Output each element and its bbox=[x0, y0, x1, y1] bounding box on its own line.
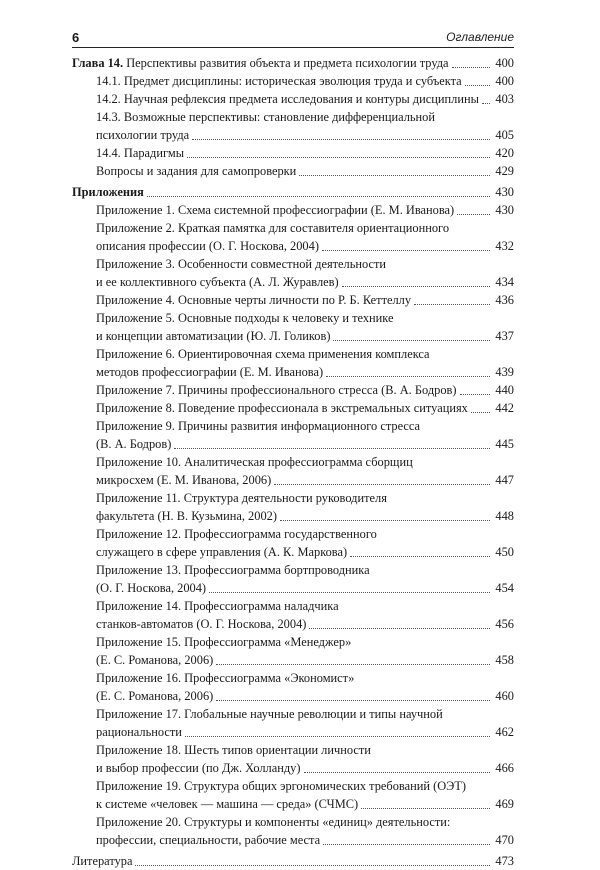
toc-entry-text: 14.1. Предмет дисциплины: историческая эволюция труда и субъекта bbox=[96, 74, 462, 88]
toc-entry-text: Приложение 5. Основные подходы к человеку и технике bbox=[96, 311, 394, 325]
toc-page-number: 440 bbox=[491, 381, 514, 399]
toc-entry-line[interactable] bbox=[72, 273, 514, 291]
toc-entry-text: Приложение 7. Причины профессионального стресса (В. А. Бодров) bbox=[96, 383, 457, 397]
toc-leader bbox=[361, 808, 490, 809]
page-number: 6 bbox=[72, 30, 80, 45]
toc-entry-line[interactable] bbox=[72, 219, 514, 237]
toc-entry-text: Приложение 19. Структура общих эргономических требований (ОЭТ) bbox=[96, 779, 467, 793]
toc-leader bbox=[299, 175, 490, 176]
toc-leader bbox=[174, 448, 490, 449]
toc-entry-line[interactable] bbox=[72, 741, 514, 759]
toc-entry-text: психологии труда bbox=[96, 128, 190, 142]
toc-page-number: 448 bbox=[491, 507, 514, 525]
toc-entry-text: Приложение 11. Структура деятельности руководителя bbox=[96, 491, 387, 505]
toc-entry-line[interactable] bbox=[72, 327, 514, 345]
toc-leader bbox=[192, 139, 490, 140]
toc-entry-line[interactable] bbox=[72, 201, 514, 219]
toc-entry-text: Приложение 4. Основные черты личности по Р. Б. Кеттеллу bbox=[96, 293, 412, 307]
toc-entry-text: описания профессии (О. Г. Носкова, 2004) bbox=[96, 239, 319, 253]
toc-entry-line[interactable] bbox=[72, 723, 514, 741]
toc-leader bbox=[309, 628, 490, 629]
toc-entry-line[interactable] bbox=[72, 759, 514, 777]
toc-entry-text: и ее коллективного субъекта (А. Л. Журавлев) bbox=[96, 275, 339, 289]
literature-title: Литература bbox=[72, 854, 133, 868]
toc-entry-text: 14.3. Возможные перспективы: становление дифференциальной bbox=[96, 110, 435, 124]
toc-leader bbox=[323, 844, 490, 845]
toc-entry-text: рациональности bbox=[96, 725, 182, 739]
toc-entry-text: и выбор профессии (по Дж. Холланду) bbox=[96, 761, 301, 775]
toc-entry-line[interactable] bbox=[72, 237, 514, 255]
toc-page-number: 420 bbox=[491, 144, 514, 162]
toc-entry-text bbox=[72, 54, 451, 72]
toc-entry-line[interactable] bbox=[72, 345, 514, 363]
toc-entry-line[interactable] bbox=[72, 561, 514, 579]
toc-leader bbox=[414, 304, 490, 305]
toc-entry-text: Приложение 15. Профессиограмма «Менеджер» bbox=[96, 635, 352, 649]
toc-page-number: 442 bbox=[491, 399, 514, 417]
toc-entry-line[interactable] bbox=[72, 162, 514, 180]
toc-page-number: 450 bbox=[491, 543, 514, 561]
toc-entry-line[interactable] bbox=[72, 309, 514, 327]
toc-entry-line[interactable] bbox=[72, 399, 514, 417]
toc-entry-text: и концепции автоматизации (Ю. Л. Голиков) bbox=[96, 329, 331, 343]
toc-entry-line[interactable] bbox=[72, 471, 514, 489]
toc-entry-line[interactable] bbox=[72, 525, 514, 543]
toc-page-number: 460 bbox=[491, 687, 514, 705]
toc-entry-line[interactable] bbox=[72, 255, 514, 273]
toc-page-number: 400 bbox=[491, 54, 514, 72]
toc-page-number: 405 bbox=[491, 126, 514, 144]
toc-page-number: 456 bbox=[491, 615, 514, 633]
toc-entry-line[interactable] bbox=[72, 507, 514, 525]
toc-entry-text: Приложение 2. Краткая памятка для составителя ориентационного bbox=[96, 221, 450, 235]
toc-entry-text: (В. А. Бодров) bbox=[96, 437, 172, 451]
toc-leader bbox=[326, 376, 490, 377]
toc-leader bbox=[471, 412, 490, 413]
toc-literature[interactable] bbox=[72, 852, 514, 870]
toc-leader bbox=[304, 772, 490, 773]
toc-entry-text: микросхем (Е. М. Иванова, 2006) bbox=[96, 473, 272, 487]
header-rule bbox=[72, 47, 514, 48]
toc-leader bbox=[147, 196, 490, 197]
toc-entry-text: Приложение 13. Профессиограмма бортпроводника bbox=[96, 563, 370, 577]
toc-entry-text: (О. Г. Носкова, 2004) bbox=[96, 581, 207, 595]
toc-entry-text: профессии, специальности, рабочие места bbox=[96, 833, 321, 847]
chapter-title: Перспективы развития объекта и предмета психологии труда bbox=[123, 56, 449, 70]
toc-page-number: 473 bbox=[491, 852, 514, 870]
toc-entry-line[interactable] bbox=[72, 417, 514, 435]
toc-leader bbox=[322, 250, 490, 251]
toc-entry-line[interactable] bbox=[72, 597, 514, 615]
toc-leader bbox=[280, 520, 490, 521]
toc-page-number: 466 bbox=[491, 759, 514, 777]
toc-entry-text: Приложение 20. Структуры и компоненты «единиц» деятельности: bbox=[96, 815, 451, 829]
toc-leader bbox=[482, 103, 490, 104]
toc-leader bbox=[333, 340, 490, 341]
toc-entry-text: методов профессиографии (Е. М. Иванова) bbox=[96, 365, 324, 379]
toc-entry-text: Приложение 18. Шесть типов ориентации личности bbox=[96, 743, 371, 757]
toc-entry-line[interactable] bbox=[72, 435, 514, 453]
toc-entry-text: 14.4. Парадигмы bbox=[96, 146, 185, 160]
toc-leader bbox=[216, 700, 490, 701]
toc-entry-line[interactable] bbox=[72, 831, 514, 849]
toc-page-number: 470 bbox=[491, 831, 514, 849]
toc-leader bbox=[465, 85, 490, 86]
toc-leader bbox=[460, 394, 490, 395]
toc-entry-line[interactable] bbox=[72, 291, 514, 309]
toc-page-number: 403 bbox=[491, 90, 514, 108]
toc-page-number: 436 bbox=[491, 291, 514, 309]
toc-page-number: 432 bbox=[491, 237, 514, 255]
toc-entry-text: Приложение 3. Особенности совместной деятельности bbox=[96, 257, 387, 271]
toc-entry-text: Приложение 16. Профессиограмма «Экономист» bbox=[96, 671, 355, 685]
toc-page-number: 437 bbox=[491, 327, 514, 345]
running-title: Оглавление bbox=[446, 30, 514, 44]
toc-leader bbox=[452, 67, 490, 68]
toc-leader bbox=[185, 736, 490, 737]
toc-entry-line[interactable] bbox=[72, 90, 514, 108]
toc-page-number: 462 bbox=[491, 723, 514, 741]
toc-entry-text: к системе «человек — машина — среда» (СЧМС) bbox=[96, 797, 359, 811]
appendix-list bbox=[72, 201, 514, 849]
appendices-title: Приложения bbox=[72, 185, 144, 199]
toc-page-number: 454 bbox=[491, 579, 514, 597]
toc-page-number: 469 bbox=[491, 795, 514, 813]
toc-entry-line[interactable] bbox=[72, 543, 514, 561]
toc-page-number: 429 bbox=[491, 162, 514, 180]
toc-entry-line[interactable] bbox=[72, 687, 514, 705]
toc-entry-text: Приложение 6. Ориентировочная схема применения комплекса bbox=[96, 347, 430, 361]
toc-entry-line[interactable] bbox=[72, 579, 514, 597]
toc-entry-line[interactable] bbox=[72, 108, 514, 126]
toc-leader bbox=[274, 484, 490, 485]
toc-leader bbox=[135, 865, 490, 866]
toc-entry-text: (Е. С. Романова, 2006) bbox=[96, 689, 214, 703]
toc-leader bbox=[209, 592, 490, 593]
toc-entry-line[interactable] bbox=[72, 705, 514, 723]
toc-chapter-14[interactable] bbox=[72, 54, 514, 72]
toc-entry-text: факультета (Н. В. Кузьмина, 2002) bbox=[96, 509, 277, 523]
toc-page-number: 434 bbox=[491, 273, 514, 291]
toc-entry-text: Приложение 17. Глобальные научные революции и типы научной bbox=[96, 707, 443, 721]
toc-page-number: 447 bbox=[491, 471, 514, 489]
toc-entry-line[interactable] bbox=[72, 489, 514, 507]
chapter-14-sections bbox=[72, 72, 514, 180]
toc-entry-line[interactable] bbox=[72, 453, 514, 471]
table-of-contents bbox=[72, 54, 514, 870]
chapter-label: Глава 14. bbox=[72, 56, 124, 70]
toc-entry-line[interactable] bbox=[72, 813, 514, 831]
page-header bbox=[72, 24, 514, 48]
toc-entry-line[interactable] bbox=[72, 633, 514, 651]
toc-entry-line[interactable] bbox=[72, 126, 514, 144]
toc-entry-line[interactable] bbox=[72, 144, 514, 162]
toc-entry-text: Вопросы и задания для самопроверки bbox=[96, 164, 297, 178]
toc-entry-text: служащего в сфере управления (А. К. Маркова) bbox=[96, 545, 348, 559]
toc-entry-text: Приложение 9. Причины развития информационного стресса bbox=[96, 419, 421, 433]
toc-entry-line[interactable] bbox=[72, 777, 514, 795]
toc-leader bbox=[187, 157, 490, 158]
toc-entry-line[interactable] bbox=[72, 72, 514, 90]
toc-entry-text: (Е. С. Романова, 2006) bbox=[96, 653, 214, 667]
toc-entry-text: Приложение 12. Профессиограмма государственного bbox=[96, 527, 377, 541]
toc-entry-text: Приложение 10. Аналитическая профессиограмма сборщиц bbox=[96, 455, 413, 469]
toc-page-number: 458 bbox=[491, 651, 514, 669]
toc-page-number: 445 bbox=[491, 435, 514, 453]
toc-entry-line[interactable] bbox=[72, 669, 514, 687]
toc-page-number: 400 bbox=[491, 72, 514, 90]
toc-leader bbox=[342, 286, 490, 287]
toc-entry-line[interactable] bbox=[72, 363, 514, 381]
toc-entry-text: Приложение 1. Схема системной профессиографии (Е. М. Иванова) bbox=[96, 203, 455, 217]
toc-page-number: 430 bbox=[491, 201, 514, 219]
toc-appendices-heading[interactable] bbox=[72, 183, 514, 201]
toc-entry-line[interactable] bbox=[72, 381, 514, 399]
toc-leader bbox=[350, 556, 490, 557]
toc-entry-line[interactable] bbox=[72, 651, 514, 669]
toc-page-number: 430 bbox=[491, 183, 514, 201]
toc-entry-line[interactable] bbox=[72, 795, 514, 813]
toc-entry-text: станков-автоматов (О. Г. Носкова, 2004) bbox=[96, 617, 307, 631]
toc-page-number: 439 bbox=[491, 363, 514, 381]
toc-entry-line[interactable] bbox=[72, 615, 514, 633]
toc-entry-text: Приложение 8. Поведение профессионала в экстремальных ситуациях bbox=[96, 401, 468, 415]
toc-leader bbox=[457, 214, 490, 215]
toc-leader bbox=[216, 664, 490, 665]
toc-entry-text: Приложение 14. Профессиограмма наладчика bbox=[96, 599, 339, 613]
toc-entry-text: 14.2. Научная рефлексия предмета исследования и контуры дисциплины bbox=[96, 92, 479, 106]
